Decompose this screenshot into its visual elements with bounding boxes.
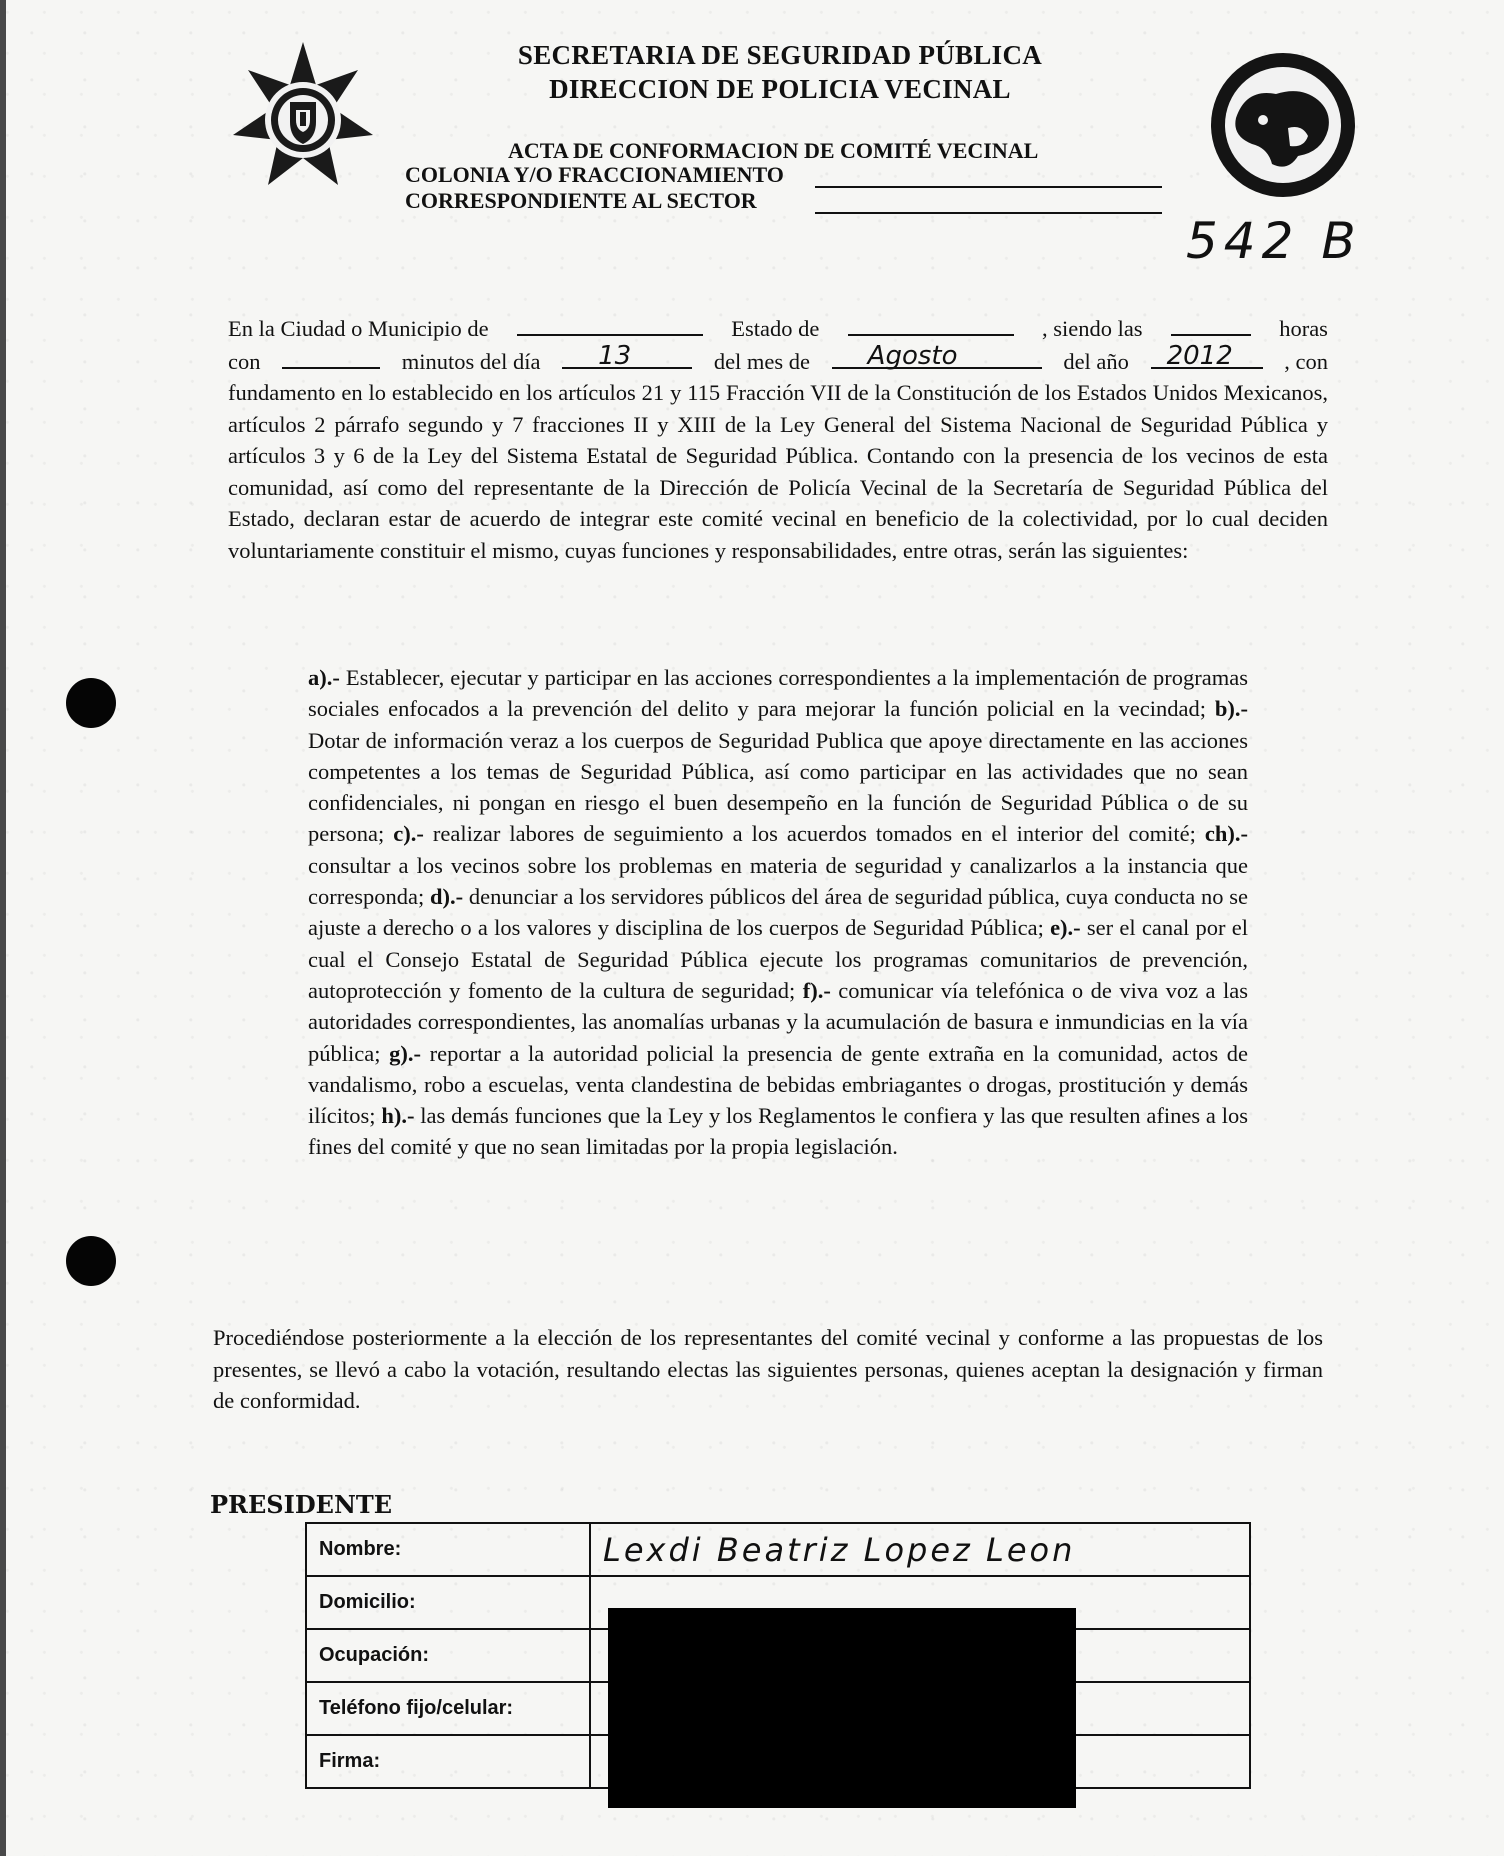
month-handwritten: Agosto <box>867 340 958 371</box>
intro-row-1 <box>228 312 1328 345</box>
name-value-cell <box>590 1523 1250 1576</box>
redaction-block <box>608 1608 1076 1808</box>
function-b-text: Dotar de información veraz a los cuerpos de Seguridad Publica que apoye directamente en las acciones competentes a los temas de Seguridad Pública, así como participar en las actividades que no sean confidenciales, ni pongan en riesgo el buen desempeño en la función de Seguridad Pública o de su persona; <box>308 727 1248 847</box>
header-title-line1: SECRETARIA DE SEGURIDAD PÚBLICA <box>517 40 1043 70</box>
function-h-label: h).- <box>381 1103 415 1129</box>
function-ch-text: consultar a los vecinos sobre los problemas en materia de seguridad y canalizarlos a la instancia que corresponda; <box>308 852 1248 910</box>
function-ch-label: ch).- <box>1204 821 1248 847</box>
year-handwritten: 2012 <box>1166 340 1233 371</box>
handwritten-sector-code: 542 B <box>1186 212 1362 270</box>
function-f-label: f).- <box>802 977 831 1003</box>
functions-paragraph <box>308 662 1248 1163</box>
police-star-seal-icon <box>228 40 378 200</box>
function-g-label: g).- <box>389 1040 421 1066</box>
sector-fill-line <box>815 212 1162 214</box>
year-blank <box>1151 340 1263 371</box>
year-label: del año <box>1063 348 1129 374</box>
committee-seal-icon <box>1208 50 1358 200</box>
month-blank <box>832 340 1042 371</box>
day-handwritten: 13 <box>598 340 632 371</box>
function-c-label: c).- <box>393 821 424 847</box>
occupation-label: Ocupación: <box>306 1629 590 1682</box>
con-suffix-label: , con <box>1284 348 1328 374</box>
president-heading: PRESIDENTE <box>210 1490 393 1519</box>
function-a-text: Establecer, ejecutar y participar en las acciones correspondientes a la implementación de programas sociales enfocados a la prevención del delito y para mejorar la función policial en la vecindad; <box>308 665 1248 722</box>
form-row-name <box>306 1523 1250 1576</box>
signature-label: Firma: <box>306 1735 590 1788</box>
name-label: Nombre: <box>306 1523 590 1576</box>
header-subtitle: ACTA DE CONFORMACION DE COMITÉ VECINAL <box>508 138 1039 163</box>
function-d-label: d).- <box>429 884 464 910</box>
con-label: con <box>228 348 261 374</box>
function-e-label: e).- <box>1050 915 1081 941</box>
state-label: Estado de <box>731 316 820 341</box>
function-h-text: las demás funciones que la Ley y los Reglamentos le confiera y las que resulten afines a los fines del comité y que no sean limitadas por la propia legislación. <box>308 1103 1249 1160</box>
month-label: del mes de <box>713 348 811 374</box>
address-label: Domicilio: <box>306 1576 590 1629</box>
colonia-label: COLONIA Y/O FRACCIONAMIENTO <box>405 162 784 187</box>
intro-body: fundamento en lo establecido en los artículos 21 y 115 Fracción VII de la Constitución de los Estados Unidos Mexicanos, artículos 2 párrafo segundo y 7 fracciones II y XIII de la Ley General del Sistema Nacional de Seguridad Pública y artículos 3 y 6 de la Ley del Sistema Estatal de Seguridad Pública. Contando con la presencia de los vecinos de esta comunidad, así como del representante de la Dirección de Policía Vecinal de la Secretaría de Seguridad Pública del Estado, declaran estar de acuerdo de integrar este comité vecinal en beneficio de la colectividad, por lo cual deciden voluntariamente constituir el mismo, cuyas funciones y responsabilidades, entre otras, serán las siguientes: <box>228 380 1328 563</box>
election-paragraph: Procediéndose posteriormente a la elección de los representantes del comité vecinal y conforme a las propuestas de los presentes, se llevó a cabo la votación, resultando electas las siguientes personas, quienes aceptan la designación y firman de conformidad. <box>213 1325 1323 1413</box>
function-f-text: comunicar vía telefónica o de viva voz a las autoridades correspondientes, las anomalías urbanas y la acumulación de basura e inmundicias en la vía pública; <box>308 977 1248 1066</box>
city-blank <box>517 312 703 336</box>
header-title-line2: DIRECCION DE POLICIA VECINAL <box>549 74 1011 104</box>
punch-hole-top <box>66 678 116 728</box>
function-c-text: realizar labores de seguimiento a los acuerdos tomados en el interior del comité; <box>423 821 1205 847</box>
hours-blank <box>1171 312 1251 336</box>
function-a-label: a).- <box>308 665 340 690</box>
colonia-fill-line <box>815 186 1162 188</box>
minutes-day-label: minutos del día <box>401 348 541 374</box>
hours-prefix-label: , siendo las <box>1041 316 1143 341</box>
phone-label: Teléfono fijo/celular: <box>306 1682 590 1735</box>
scan-edge <box>0 0 6 1856</box>
hours-label: horas <box>1279 316 1328 341</box>
function-b-label: b).- <box>1214 696 1248 722</box>
sector-label: CORRESPONDIENTE AL SECTOR <box>405 188 757 213</box>
name-handwritten-value: Lexdi Beatriz Lopez Leon <box>603 1530 1076 1569</box>
function-d-text: denunciar a los servidores públicos del área de seguridad pública, cuya conducta no se ajuste a derecho o a los valores y disciplina de los cuerpos de Seguridad Pública; <box>308 884 1249 941</box>
minutes-blank <box>282 345 380 369</box>
intro-paragraph <box>228 312 1328 566</box>
state-blank <box>848 312 1014 336</box>
city-label: En la Ciudad o Municipio de <box>228 316 489 341</box>
intro-row-2 <box>228 340 1328 378</box>
punch-hole-bottom <box>66 1236 116 1286</box>
function-e-text: ser el canal por el cual el Consejo Estatal de Seguridad Pública ejecute los programas comunitarios de prevención, autoprotección y fomento de la cultura de seguridad; <box>308 915 1249 1003</box>
day-blank <box>562 340 692 371</box>
function-g-text: reportar a la autoridad policial la presencia de gente extraña en la comunidad, actos de vandalismo, robo a escuelas, venta clandestina de bebidas embriagantes o drogas, prostitución y demás ilícitos; <box>308 1040 1249 1129</box>
